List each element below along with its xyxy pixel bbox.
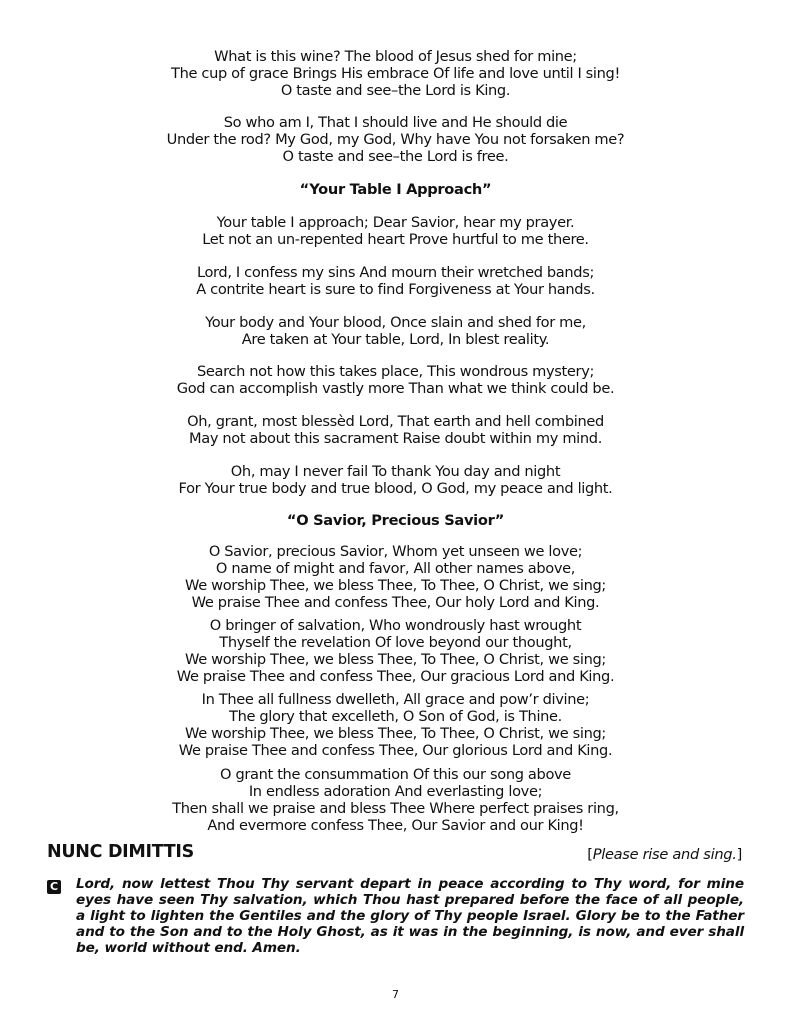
verse-line: Oh, may I never fail To thank You day and night xyxy=(230,463,561,480)
verse-line: A contrite heart is sure to find Forgiveness at Your hands. xyxy=(196,281,595,298)
verse-line: We worship Thee, we bless Thee, To Thee, O Christ, we sing; xyxy=(185,725,606,742)
hymn2-verse-1 xyxy=(0,543,791,611)
hymn2-verse-3 xyxy=(0,691,791,759)
verse-line: O Savior, precious Savior, Whom yet unseen we love; xyxy=(208,543,583,560)
verse-line: We praise Thee and confess Thee, Our holy Lord and King. xyxy=(191,594,600,611)
verse-line: What is this wine? The blood of Jesus shed for mine; xyxy=(214,48,577,65)
verse-line: May not about this sacrament Raise doubt within my mind. xyxy=(188,430,602,447)
verse-top-2 xyxy=(0,114,791,165)
rubric-instruction xyxy=(587,846,742,863)
verse-line: Thyself the revelation Of love beyond our thought, xyxy=(219,634,572,651)
verse-line: O taste and see–the Lord is King. xyxy=(280,82,511,99)
verse-line: Lord, I confess my sins And mourn their wretched bands; xyxy=(196,264,595,281)
page-number: 7 xyxy=(392,988,399,1001)
verse-line: Under the rod? My God, my God, Why have You not forsaken me? xyxy=(166,131,625,148)
hymn1-verse-3 xyxy=(0,314,791,348)
verse-line: In Thee all fullness dwelleth, All grace and pow’r divine; xyxy=(201,691,590,708)
verse-line: And evermore confess Thee, Our Savior and our King! xyxy=(207,817,584,834)
verse-line: In endless adoration And everlasting love; xyxy=(248,783,543,800)
section-heading: NUNC DIMITTIS xyxy=(47,842,194,862)
verse-line: Then shall we praise and bless Thee Where perfect praises ring, xyxy=(172,800,619,817)
verse-line: We worship Thee, we bless Thee, To Thee, O Christ, we sing; xyxy=(185,577,606,594)
verse-line: Let not an un-repented heart Prove hurtful to me there. xyxy=(202,231,589,248)
verse-line: God can accomplish vastly more Than what we think could be. xyxy=(176,380,615,397)
verse-line: O taste and see–the Lord is free. xyxy=(282,148,509,165)
verse-line: For Your true body and true blood, O God, my peace and light. xyxy=(178,480,613,497)
canticle-text: Lord, now lettest Thou Thy servant depart in peace according to Thy word, for mine eyes have seen Thy salvation, which Thou hast prepared before the face of all people, a light to lighten the Gentiles and the glory of Thy people Israel. Glory be to the Father and to the Son and to the Holy Ghost, as it was in the beginning, is now, and ever shall be, world without end. Amen. xyxy=(76,876,744,956)
hymn-title xyxy=(0,181,791,198)
hymn1-verse-6 xyxy=(0,463,791,497)
hymn1-verse-5 xyxy=(0,413,791,447)
verse-line: Your table I approach; Dear Savior, hear my prayer. xyxy=(216,214,575,231)
verse-line: O bringer of salvation, Who wondrously hast wrought xyxy=(209,617,582,634)
verse-line: The glory that excelleth, O Son of God, is Thine. xyxy=(229,708,562,725)
hymn-title xyxy=(0,512,791,529)
verse-line: O name of might and favor, All other names above, xyxy=(215,560,576,577)
verse-line: Oh, grant, most blessèd Lord, That earth and hell combined xyxy=(187,413,604,430)
verse-line: Are taken at Your table, Lord, In blest reality. xyxy=(241,331,550,348)
hymn-title-text: “O Savior, Precious Savior” xyxy=(286,512,505,529)
verse-line: Search not how this takes place, This wondrous mystery; xyxy=(196,363,595,380)
verse-line: Your body and Your blood, Once slain and shed for me, xyxy=(205,314,586,331)
hymn1-verse-2 xyxy=(0,264,791,298)
congregation-marker-icon: C xyxy=(47,880,61,894)
bracket-open: [ xyxy=(587,846,593,863)
verse-top-1 xyxy=(0,48,791,99)
hymn2-verse-2 xyxy=(0,617,791,685)
verse-line: We praise Thee and confess Thee, Our gracious Lord and King. xyxy=(176,668,615,685)
verse-line: O grant the consummation Of this our song above xyxy=(220,766,571,783)
verse-line: So who am I, That I should live and He should die xyxy=(223,114,568,131)
verse-line: The cup of grace Brings His embrace Of life and love until I sing! xyxy=(171,65,620,82)
verse-line: We praise Thee and confess Thee, Our glorious Lord and King. xyxy=(178,742,613,759)
rubric-text: Please rise and sing. xyxy=(592,846,737,863)
hymn2-verse-4 xyxy=(0,766,791,834)
hymn-title-text: “Your Table I Approach” xyxy=(299,181,492,198)
hymn1-verse-4 xyxy=(0,363,791,397)
hymn1-verse-1 xyxy=(0,214,791,248)
verse-line: We worship Thee, we bless Thee, To Thee, O Christ, we sing; xyxy=(185,651,606,668)
bracket-close: ] xyxy=(736,846,742,863)
